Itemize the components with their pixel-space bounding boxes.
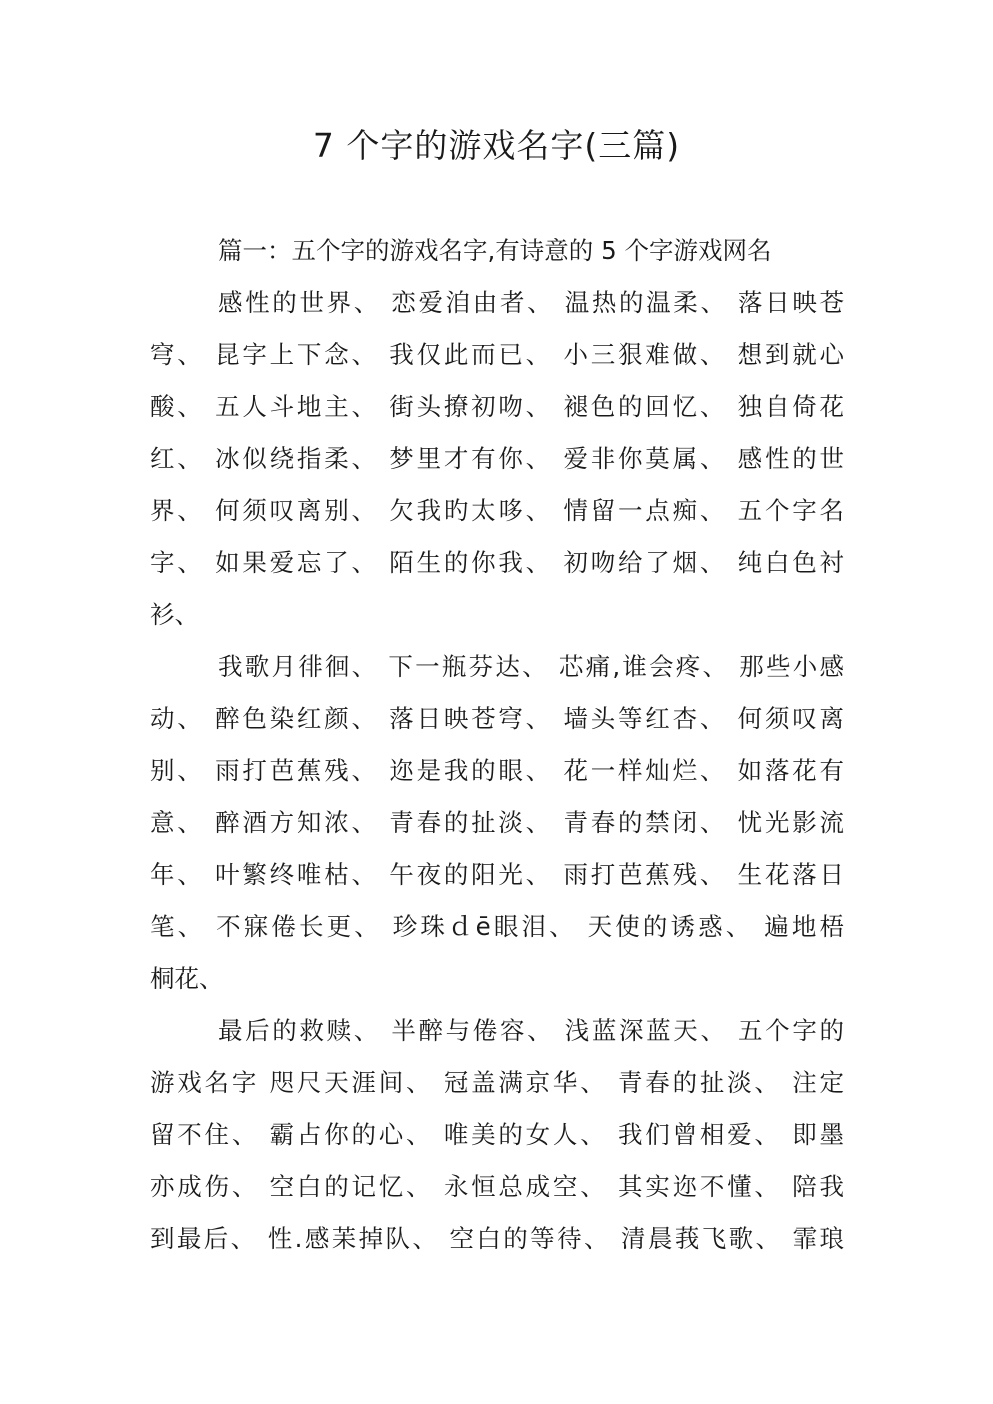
paragraph-line: 桐花、: [150, 964, 224, 993]
document-title: 7 个字的游戏名字(三篇): [312, 126, 681, 165]
paragraph-line: 穹、 昆字上下念、 我仅此而已、 小三狠难做、 想到就心: [150, 340, 844, 369]
paragraph-3: [150, 1005, 844, 1265]
section-heading-block: [150, 225, 844, 277]
paragraph-1: [150, 277, 844, 641]
paragraph-line: 留不住、 霸占你的心、 唯美的女人、 我们曾相爱、 即墨: [150, 1120, 844, 1149]
paragraph-line: 意、 醉酒方知浓、 青春的扯淡、 青春的禁闭、 忧光影流: [150, 808, 844, 837]
paragraph-line: 亦成伤、 空白的记忆、 永恒总成空、 其实迩不懂、 陪我: [150, 1172, 844, 1201]
section-heading: 篇一：五个字的游戏名字,有诗意的 5 个字游戏网名: [218, 236, 772, 265]
paragraph-line: 感性的世界、 恋爱洎由者、 温热的温柔、 落日映苍: [218, 288, 844, 317]
paragraph-line: 最后的救赎、 半醉与倦容、 浅蓝深蓝天、 五个字的: [218, 1016, 844, 1045]
paragraph-line: 动、 醉色染红颜、 落日映苍穹、 墙头等红杏、 何须叹离: [150, 704, 844, 733]
paragraph-line: 界、 何须叹离别、 欠我旳太哆、 情留一点痴、 五个字名: [150, 496, 844, 525]
paragraph-line: 衫、: [150, 600, 199, 629]
paragraph-line: 到最后、 性.感苿掉队、 空白的等待、 清晨莪飞歌、 霏琅: [150, 1224, 844, 1253]
paragraph-line: 红、 冰似绕指柔、 梦里才有你、 爱非你莫属、 感性的世: [150, 444, 844, 473]
paragraph-line: 字、 如果爱忘了、 陌生的你我、 初吻给了烟、 纯白色衬: [150, 548, 844, 577]
paragraph-line: 我歌月徘徊、 下一瓶芬达、 芯痛,谁会疼、 那些小感: [218, 652, 844, 681]
paragraph-2: [150, 641, 844, 1005]
paragraph-line: 酸、 五人斗地主、 街头撩初吻、 褪色的回忆、 独自倚花: [150, 392, 844, 421]
paragraph-line: 别、 雨打芭蕉残、 迩是我的眼、 花一样灿烂、 如落花有: [150, 756, 844, 785]
paragraph-line: 笔、 不寐倦长更、 珍珠ｄē眼泪、 天使的诱惑、 遍地梧: [150, 912, 844, 941]
paragraph-line: 年、 叶繁终唯枯、 午夜的阳光、 雨打芭蕉残、 生花落日: [150, 860, 844, 889]
paragraph-line: 游戏名字 咫尺天涯间、 冠盖满京华、 青春的扯淡、 注定: [150, 1068, 844, 1097]
